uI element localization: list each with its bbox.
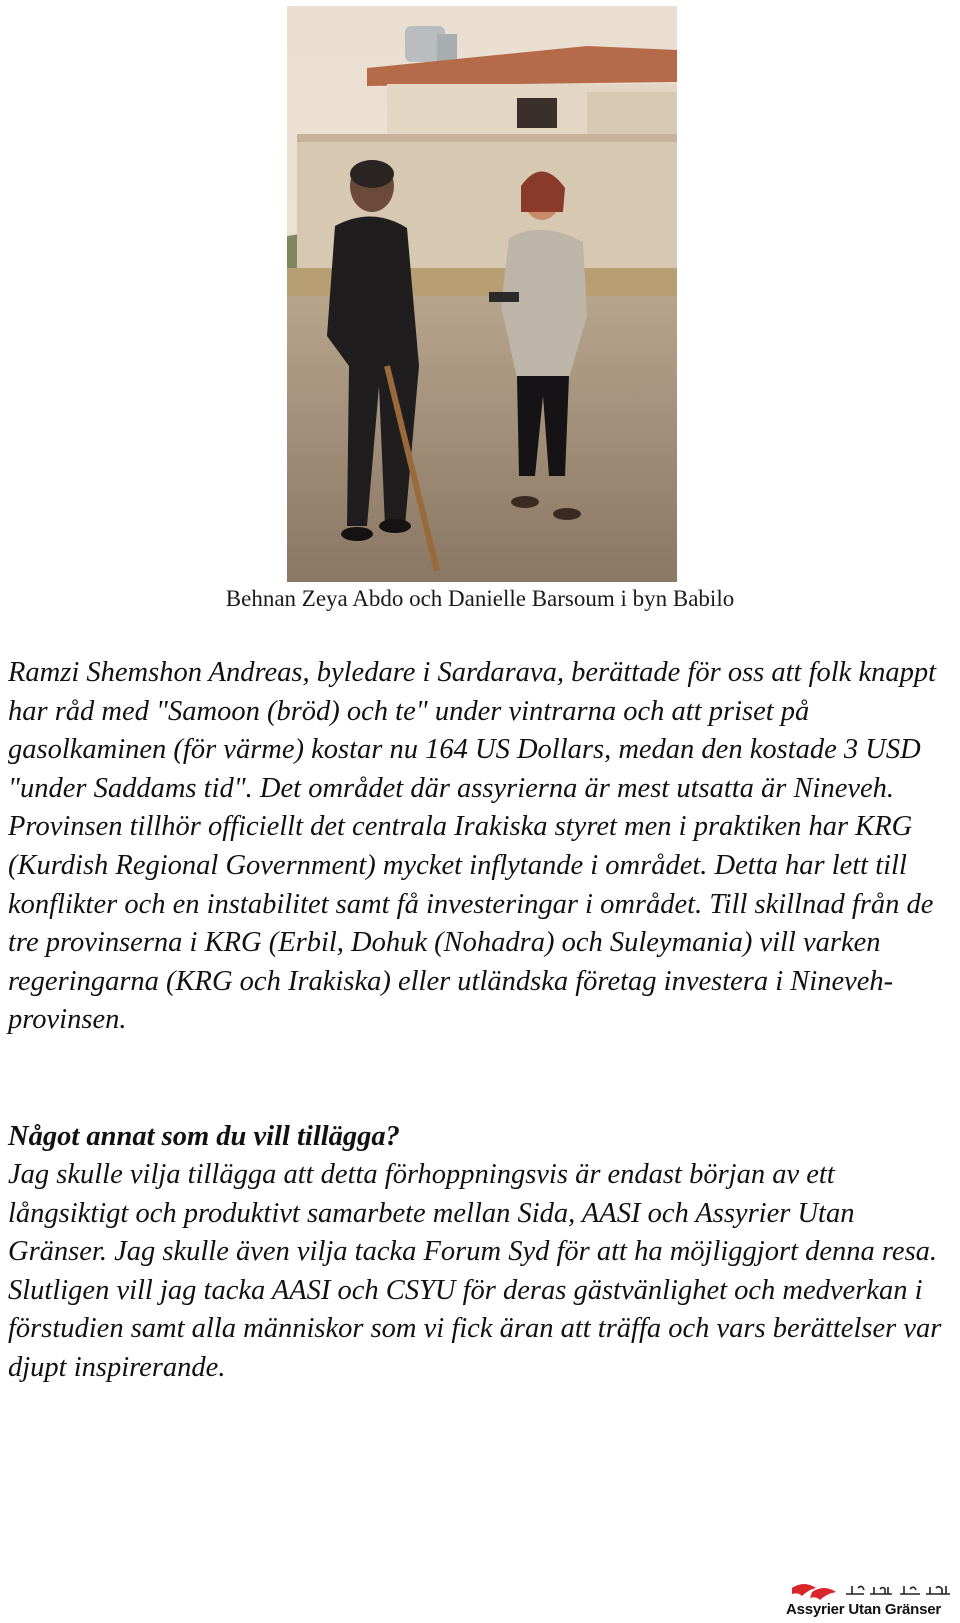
- logo-wordmark: Assyrier Utan Gränser: [786, 1601, 942, 1618]
- question-heading: Något annat som du vill tillägga?: [8, 1121, 400, 1152]
- body-paragraph-interview: Ramzi Shemshon Andreas, byledare i Sardarava, berättade för oss att folk knappt har råd med "Samoon (bröd) och te" under vintrarna och att priset på gasolkaminen (för värme) kostar nu 164 US Dollars, medan den kostade 3 USD "under Saddams tid". Det området där assyrierna är mest utsatta är Nineveh. Provinsen tillhör officiellt det centrala Irakiska styret men i praktiken har KRG (Kurdish Regional Government) mycket inflytande i området. Detta har lett till konflikter och en instabilitet samt få investeringar i området. Till skillnad från de tre provinserna i KRG (Erbil, Dohuk (Nohadra) och Suleymania) vill varken regeringarna (KRG och Irakiska) eller utländska företag investera i Nineveh-provinsen.: [8, 657, 937, 1036]
- photo-two-people-village: [287, 6, 677, 582]
- organization-logo: [786, 1580, 956, 1620]
- body-paragraph-closing: Jag skulle vilja tillägga att detta förhoppningsvis är endast början av ett långsiktigt och produktivt samarbete mellan Sida, AASI och Assyrier Utan Gränser. Jag skulle även vilja tacka Forum Syd för att ha möjliggjort denna resa. Slutligen vill jag tacka AASI och CSYU för deras gästvänlighet och medverkan i förstudien samt alla människor som vi fick äran att träffa och vars berättelser var djupt inspirerande.: [8, 1159, 942, 1383]
- photo-caption: Behnan Zeya Abdo och Danielle Barsoum i byn Babilo: [225, 586, 735, 611]
- syriac-script-mark: [844, 1582, 952, 1598]
- village-photo-illustration: [287, 6, 677, 582]
